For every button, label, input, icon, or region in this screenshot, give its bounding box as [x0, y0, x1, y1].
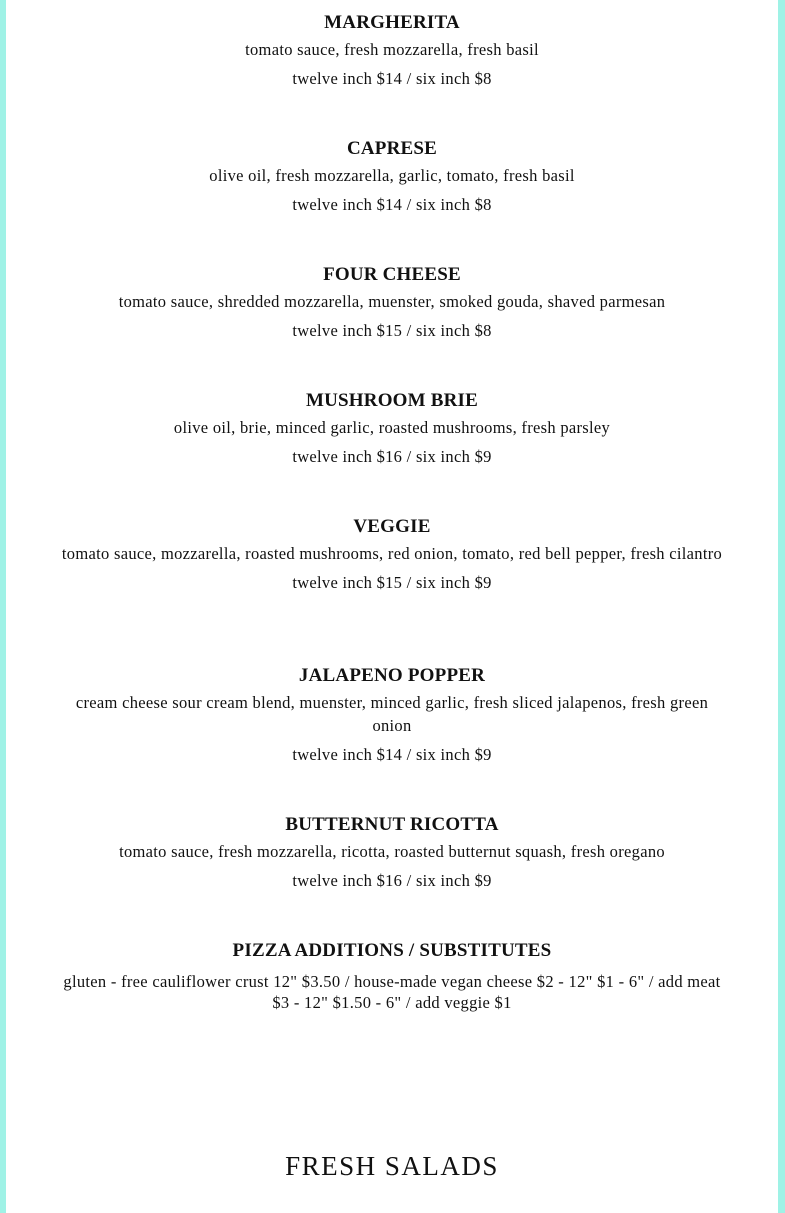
menu-item-price: twelve inch $15 / six inch $8: [292, 321, 492, 340]
pizza-additions: [6, 940, 778, 1013]
menu-item-veggie: [6, 516, 778, 593]
menu-item-description: tomato sauce, mozzarella, roasted mushrooms, red onion, tomato, red bell pepper, fresh cilantro: [61, 544, 723, 563]
menu-item-description: tomato sauce, fresh mozzarella, fresh basil: [245, 40, 539, 59]
menu-item-jalapeno-popper: [6, 665, 778, 765]
menu-item-description: tomato sauce, shredded mozzarella, muenster, smoked gouda, shaved parmesan: [118, 292, 666, 311]
right-accent-border: [778, 0, 785, 1213]
menu-item-price: twelve inch $14 / six inch $8: [292, 195, 492, 214]
menu-item-name: MARGHERITA: [324, 12, 460, 33]
additions-title: PIZZA ADDITIONS / SUBSTITUTES: [232, 940, 552, 961]
additions-description: gluten - free cauliflower crust 12" $3.50 / house-made vegan cheese $2 - 12" $1 - 6" / add meat $3 - 12" $1.50 - 6" / add veggie $1: [63, 972, 721, 1012]
menu-item-price: twelve inch $16 / six inch $9: [292, 871, 492, 890]
menu-item-butternut-ricotta: [6, 814, 778, 891]
menu-item-price: twelve inch $14 / six inch $9: [292, 745, 492, 764]
menu-item-price: twelve inch $14 / six inch $8: [292, 69, 492, 88]
menu-item-description: olive oil, fresh mozzarella, garlic, tomato, fresh basil: [209, 166, 575, 185]
menu-item-description: tomato sauce, fresh mozzarella, ricotta, roasted butternut squash, fresh oregano: [119, 842, 665, 861]
menu-item-margherita: [6, 12, 778, 89]
menu-item-description: cream cheese sour cream blend, muenster, minced garlic, fresh sliced jalapenos, fresh green onion: [75, 693, 709, 735]
menu-item-name: CAPRESE: [346, 138, 438, 159]
menu-item-mushroom-brie: [6, 390, 778, 467]
menu-item-price: twelve inch $15 / six inch $9: [292, 573, 492, 592]
menu-item-name: JALAPENO POPPER: [298, 665, 486, 686]
menu-item-description: olive oil, brie, minced garlic, roasted mushrooms, fresh parsley: [173, 418, 611, 437]
menu-item-name: BUTTERNUT RICOTTA: [285, 814, 499, 835]
menu-item-name: VEGGIE: [353, 516, 431, 537]
menu-item-caprese: [6, 138, 778, 215]
section-title-fresh-salads: FRESH SALADS: [285, 1151, 499, 1181]
menu-item-price: twelve inch $16 / six inch $9: [292, 447, 492, 466]
menu-item-name: MUSHROOM BRIE: [305, 390, 479, 411]
menu-item-name: FOUR CHEESE: [323, 264, 461, 285]
menu-item-four-cheese: [6, 264, 778, 341]
